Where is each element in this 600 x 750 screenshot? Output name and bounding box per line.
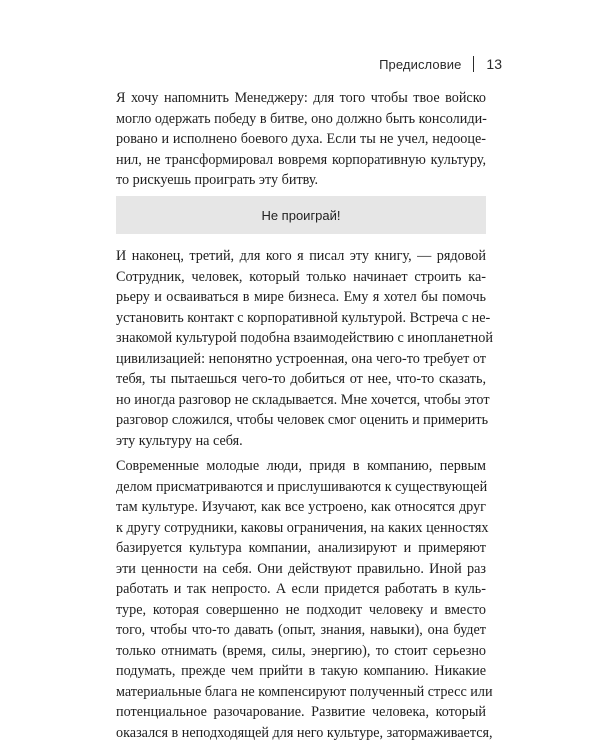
paragraph-3 (116, 456, 493, 743)
text-line: цивилизацией: непонятно устроенная, она чего-то требует от (116, 350, 486, 367)
text-line: то рискуешь проиграть эту битву. (116, 172, 319, 188)
text-line: Современные молодые люди, придя в компанию, первым (116, 458, 486, 474)
text-line: там культуре. Изучают, как все устроено, как относятся друг (116, 499, 486, 515)
text-line: Я хочу напомнить Менеджеру: для того чтобы твое войско (116, 90, 486, 106)
section-title: Предисловие (379, 56, 462, 72)
text-line: тебя, ты пытаешься чего-то добиться от нее, что-то сказать, (116, 371, 486, 387)
text-line: подумать, прежде чем прийти в такую компанию. Никакие (116, 663, 486, 679)
paragraph-2 (116, 246, 493, 451)
text-line: того, чтобы что-то давать (опыт, знания, навыки), она будет (116, 622, 486, 638)
text-line: но иногда разговор не складывается. Мне хочется, чтобы этот (116, 391, 490, 408)
callout-text: Не проиграй! (261, 207, 341, 223)
text-line: потенциальное разочарование. Развитие человека, который (116, 704, 486, 720)
text-line: рьеру и осваиваться в мире бизнеса. Ему я хотел бы помочь (116, 289, 486, 305)
text-line: туре, которая совершенно не подходит человеку и вместо (116, 601, 486, 618)
text-line: установить контакт с корпоративной культурой. Встреча с не- (116, 309, 491, 326)
text-line: делом присматриваются и прислушиваются к существующей (116, 478, 488, 495)
header-divider (473, 56, 474, 72)
text-line: только отнимать (время, силы, энергию), то стоит серьезно (116, 642, 486, 659)
text-line: материальные блага не компенсируют полученный стресс или (116, 683, 493, 700)
text-line: работать и так непросто. А если придется работать в куль- (116, 581, 486, 597)
text-line: знакомой культурой подобна взаимодействию с инопланетной (116, 330, 493, 346)
running-header (379, 56, 502, 72)
text-line: ровано и исполнено боевого духа. Если ты не учел, недооце- (116, 131, 486, 147)
text-line: эту культуру на себя. (116, 432, 243, 449)
text-line: могло одержать победу в битве, оно должно быть консолиди- (116, 110, 487, 127)
paragraph-1 (116, 88, 486, 191)
text-line: разговор сложился, чтобы человек смог оценить и примерить (116, 412, 489, 428)
text-line: И наконец, третий, для кого я писал эту книгу, — рядовой (116, 248, 486, 264)
text-line: Сотрудник, человек, который только начинает строить ка- (116, 268, 486, 285)
text-line: нил, не трансформировал вовремя корпоративную культуру, (116, 151, 486, 168)
text-line: базируется культура компании, анализируют и примеряют (116, 540, 486, 556)
callout-box (116, 196, 486, 234)
text-line: эти ценности на себя. Они действуют правильно. Иной раз (116, 560, 486, 577)
text-line: к другу сотрудники, каковы ограничения, на каких ценностях (116, 519, 489, 536)
text-line: оказался в неподходящей для него культуре, затормаживается, (116, 724, 493, 741)
page-number: 13 (486, 56, 502, 72)
